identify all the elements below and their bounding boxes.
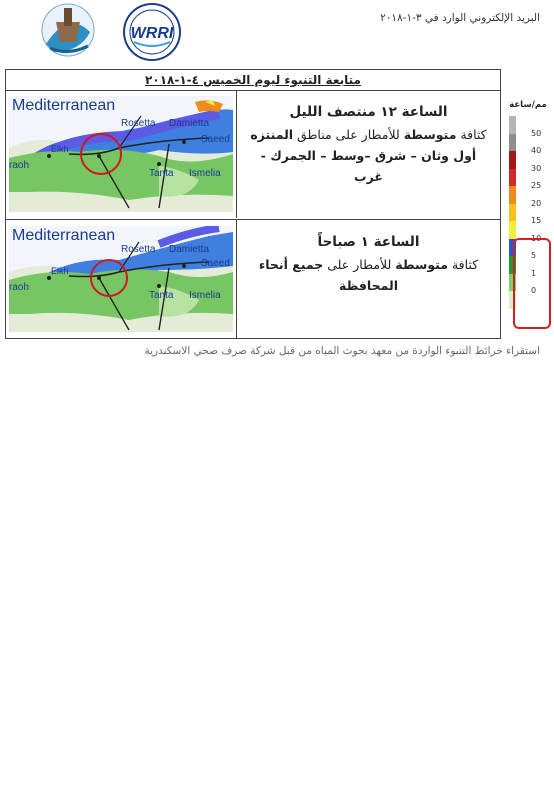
- legend-tick: 1: [531, 268, 537, 278]
- svg-text:Damietta: Damietta: [169, 244, 210, 255]
- forecast-description: كثافة متوسطة للأمطار على جميع أنحاء المحافظة: [258, 257, 479, 293]
- logos: [10, 2, 185, 62]
- forecast-hour: الساعة ١ صباحاً: [317, 234, 420, 250]
- svg-text:Damietta: Damietta: [169, 118, 210, 129]
- legend-tick: 20: [531, 198, 542, 208]
- company-logo: [42, 4, 94, 56]
- wrri-logo: [124, 4, 180, 60]
- email-header: البريد الإلكتروني الوارد في ٣-١-٢٠١٨: [380, 12, 540, 24]
- forecast-text: [237, 220, 500, 339]
- rain-intensity-legend: [505, 100, 550, 340]
- footer-note: استقراء خرائط التنبوء الواردة من معهد بحوث المياه من قبل شركة صرف صحي الاسكندرية: [144, 345, 540, 357]
- legend-swatch: [509, 221, 516, 239]
- legend-tick: 40: [531, 146, 542, 155]
- svg-text:raoh: raoh: [9, 160, 30, 171]
- legend-tick: 10: [531, 233, 542, 243]
- svg-text:Mediterranean: Mediterranean: [12, 97, 116, 114]
- legend-highlight-box: [513, 238, 551, 329]
- forecast-description: كثافة متوسطة للأمطار على مناطق المنتزه أول وثان – شرق –وسط – الجمرك - غرب: [250, 127, 487, 184]
- legend-swatch: [509, 151, 516, 169]
- legend-swatch: [509, 204, 516, 222]
- svg-text:Elkh: Elkh: [51, 266, 69, 276]
- legend-tick: 15: [531, 216, 542, 225]
- svg-text:raoh: raoh: [9, 282, 30, 293]
- svg-text:Rosetta: Rosetta: [121, 118, 156, 129]
- panel-title: متابعة التنبوء ليوم الخميس ٤-١-٢٠١٨: [6, 70, 500, 91]
- svg-text:Tanta: Tanta: [149, 290, 174, 301]
- legend-tick: 30: [531, 163, 542, 173]
- wrri-text: WRRI: [130, 25, 174, 42]
- svg-text:Tanta: Tanta: [149, 168, 174, 179]
- legend-swatch: [509, 186, 516, 204]
- legend-tick: 5: [531, 251, 537, 260]
- svg-text:Rosetta: Rosetta: [121, 244, 156, 255]
- legend-swatch: [509, 134, 516, 152]
- forecast-row: [6, 90, 500, 218]
- legend-tick: 50: [531, 128, 542, 138]
- svg-text:Ismelia: Ismelia: [189, 290, 221, 301]
- forecast-row: [6, 219, 500, 339]
- svg-text:Elkh: Elkh: [51, 144, 69, 154]
- rain-map-1am: [6, 220, 237, 339]
- legend-swatch: [509, 169, 516, 187]
- forecast-text: [237, 90, 500, 218]
- svg-text:Saeed: Saeed: [201, 258, 230, 269]
- legend-tick: 0: [531, 286, 537, 295]
- rain-map-midnight: [6, 90, 237, 218]
- svg-text:Ismelia: Ismelia: [189, 168, 221, 179]
- forecast-hour: الساعة ١٢ منتصف الليل: [289, 104, 448, 120]
- forecast-panel: [5, 69, 501, 339]
- legend-swatch: [509, 116, 516, 134]
- legend-tick: 25: [531, 181, 542, 190]
- svg-text:Mediterranean: Mediterranean: [12, 227, 116, 244]
- svg-text:Saeed: Saeed: [201, 134, 230, 145]
- legend-title: مم/ساعة: [509, 100, 547, 110]
